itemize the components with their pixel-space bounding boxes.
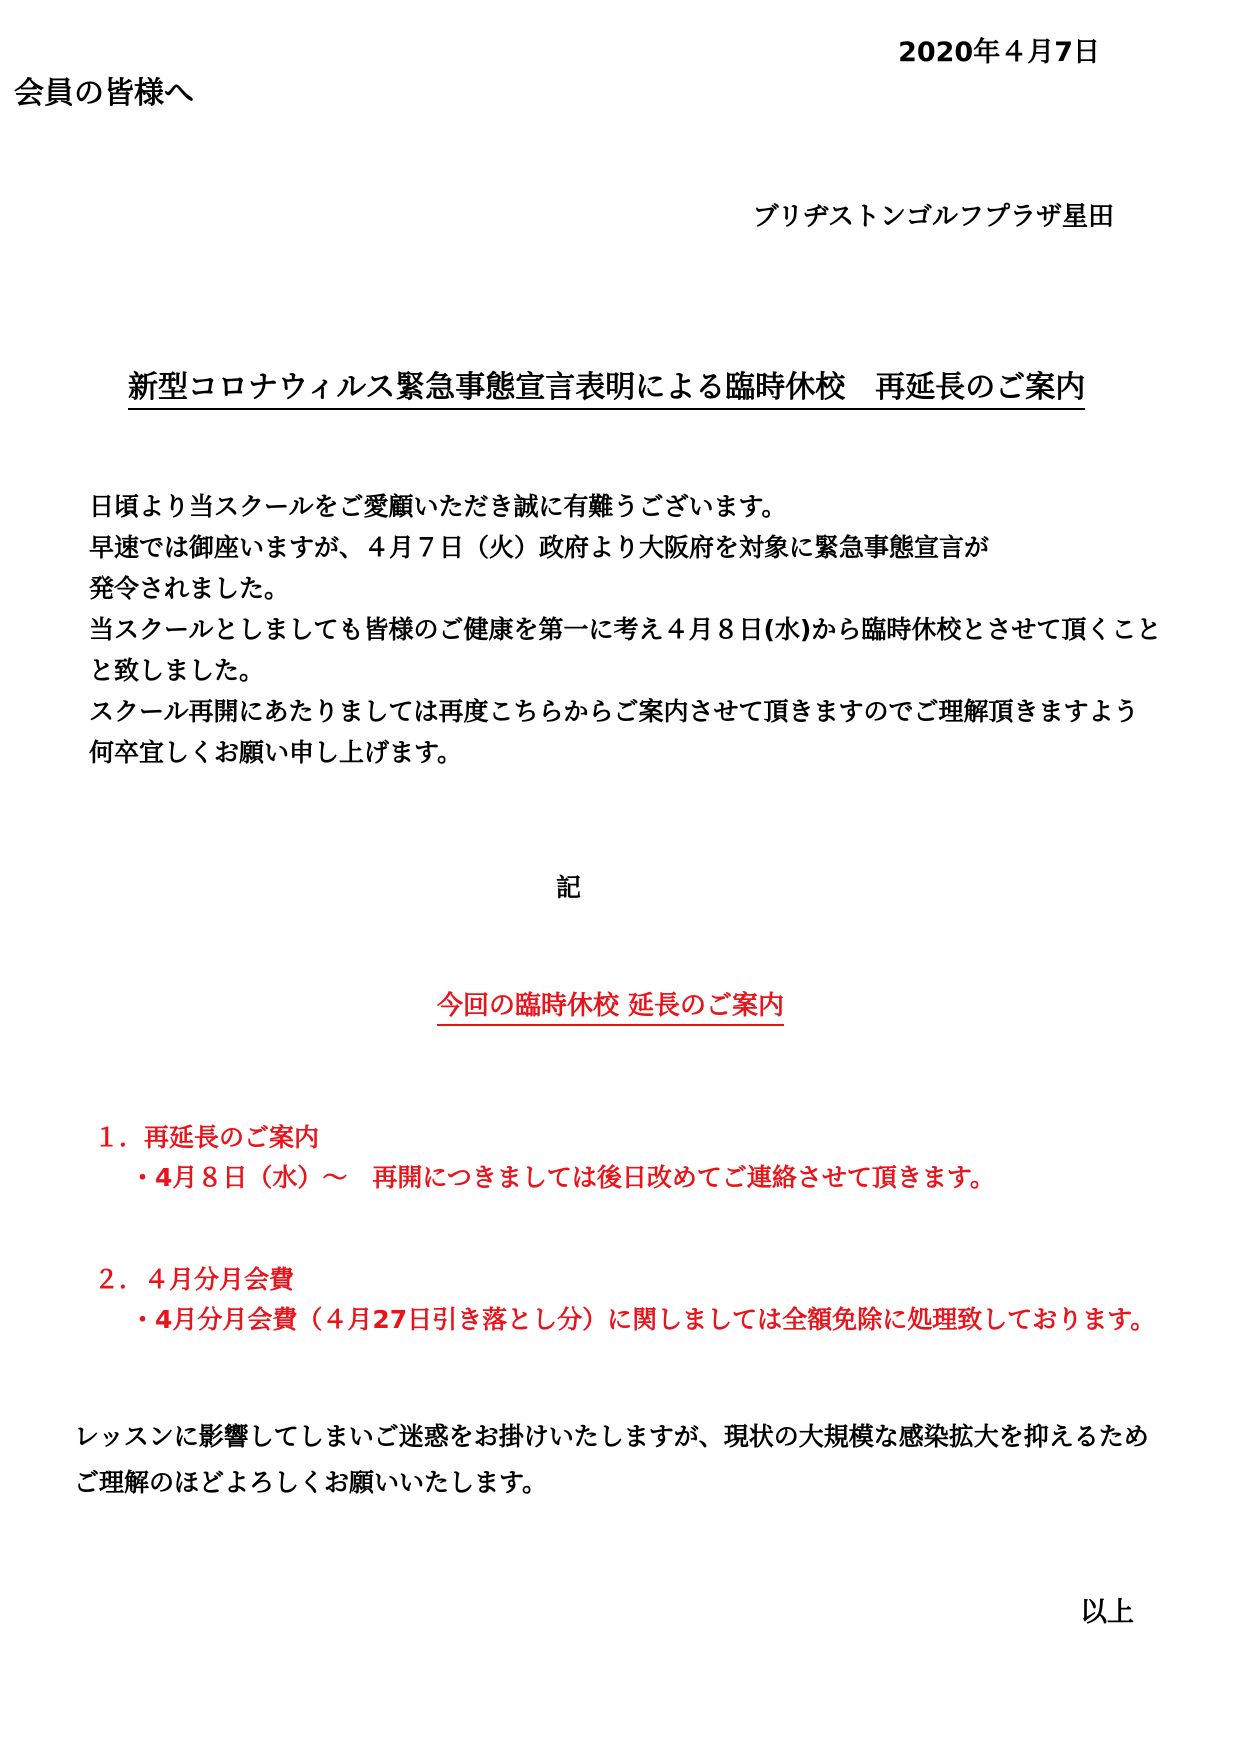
notice-subtitle: 今回の臨時休校 延長のご案内 (437, 985, 784, 1026)
body-line: 早速では御座いますが、４月７日（火）政府より大阪府を対象に緊急事態宣言が (89, 533, 990, 562)
document-title: 新型コロナウィルス緊急事態宣言表明による臨時休校 再延長のご案内 (128, 362, 1085, 410)
body-line: と致しました。 (89, 656, 265, 685)
closing-line: ご理解のほどよろしくお願いいたします。 (74, 1468, 548, 1497)
item-2-heading: ２．４月分月会費 (94, 1265, 295, 1294)
item-2-detail: ・4月分月会費（４月27日引き落とし分）に関しましては全額免除に処理致しております。 (130, 1305, 1156, 1334)
document-date: 2020年４月7日 (898, 37, 1100, 68)
closing-text (74, 1414, 1149, 1506)
body-line: 当スクールとしましても皆様のご健康を第一に考え４月８日(水)から臨時休校とさせて頂くこと (89, 615, 1162, 644)
body-line: スクール再開にあたりましては再度こちらからご案内させて頂きますのでご理解頂きますよう (89, 697, 1139, 726)
item-1-heading: １．再延長のご案内 (94, 1123, 320, 1152)
item-1-detail: ・4月８日（水）～ 再開につきましては後日改めてご連絡させて頂きます。 (130, 1163, 995, 1192)
body-line: 発令されました。 (89, 574, 290, 603)
ending-mark: 以上 (1080, 1597, 1134, 1628)
sender-name: ブリヂストンゴルフプラザ星田 (752, 202, 1114, 232)
body-line: 日頃より当スクールをご愛顧いただき誠に有難うございます。 (89, 492, 787, 521)
ki-marker: 記 (556, 873, 582, 902)
closing-line: レッスンに影響してしまいご迷惑をお掛けいたしますが、現状の大規模な感染拡大を抑えるため (74, 1422, 1149, 1451)
body-text (89, 486, 1161, 773)
recipient-line: 会員の皆様へ (14, 76, 194, 111)
body-line: 何卒宜しくお願い申し上げます。 (89, 738, 463, 767)
